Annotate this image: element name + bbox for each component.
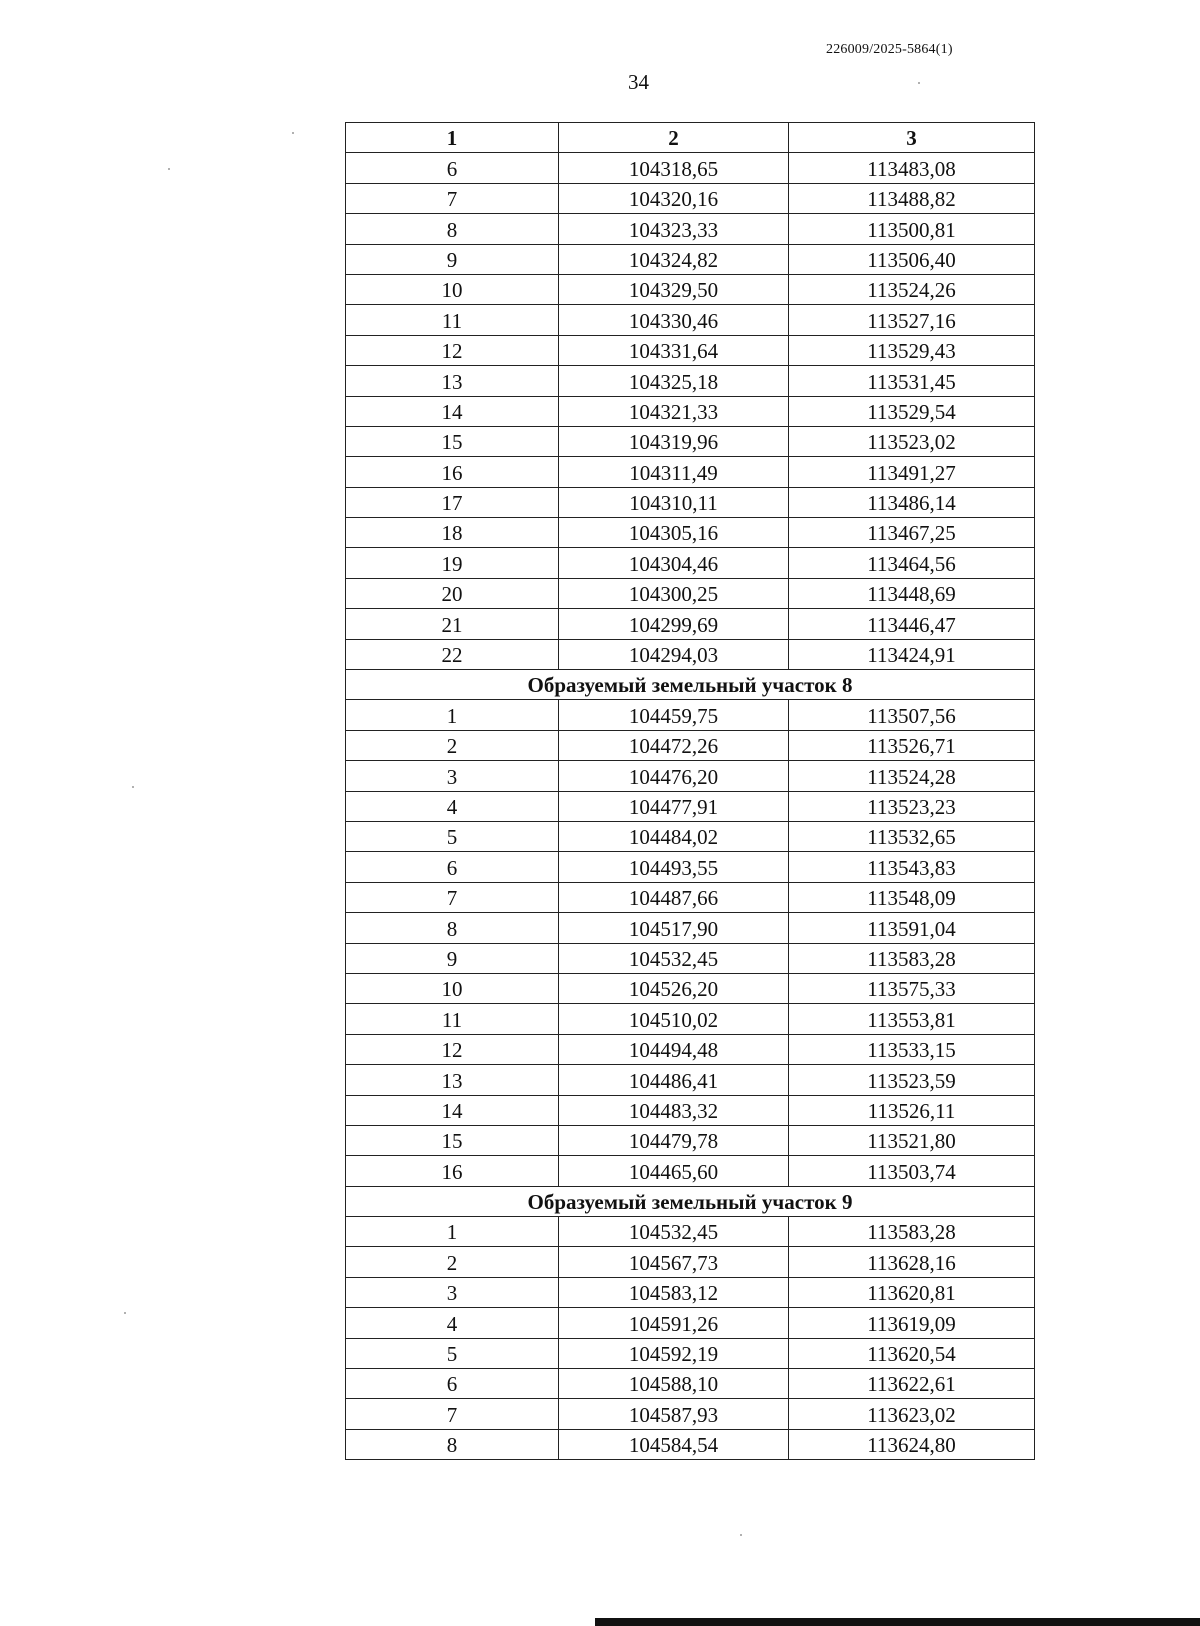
coordinate-y-cell: 113526,11 — [789, 1095, 1035, 1125]
coordinate-y-cell: 113548,09 — [789, 882, 1035, 912]
point-number-cell: 3 — [346, 761, 559, 791]
table-row — [346, 639, 1035, 669]
coordinate-x-cell: 104532,45 — [559, 943, 789, 973]
point-number-cell: 19 — [346, 548, 559, 578]
table-row — [346, 244, 1035, 274]
coordinate-x-cell: 104532,45 — [559, 1217, 789, 1247]
coordinate-y-cell: 113583,28 — [789, 943, 1035, 973]
coordinate-x-cell: 104459,75 — [559, 700, 789, 730]
point-number-cell: 10 — [346, 973, 559, 1003]
coordinate-x-cell: 104325,18 — [559, 366, 789, 396]
coordinate-x-cell: 104493,55 — [559, 852, 789, 882]
page-number: 34 — [628, 70, 649, 94]
point-number-cell: 22 — [346, 639, 559, 669]
point-number-cell: 15 — [346, 1125, 559, 1155]
coordinate-y-cell: 113464,56 — [789, 548, 1035, 578]
table-row — [346, 1429, 1035, 1459]
table-row — [346, 761, 1035, 791]
table-row — [346, 1308, 1035, 1338]
coordinate-x-cell: 104299,69 — [559, 609, 789, 639]
point-number-cell: 4 — [346, 791, 559, 821]
point-number-cell: 5 — [346, 821, 559, 851]
table-row — [346, 548, 1035, 578]
section-title-row — [346, 1186, 1035, 1216]
table-row — [346, 153, 1035, 183]
coordinate-y-cell: 113619,09 — [789, 1308, 1035, 1338]
scan-speck — [124, 1312, 126, 1314]
coordinate-x-cell: 104465,60 — [559, 1156, 789, 1186]
table-row — [346, 335, 1035, 365]
coordinate-x-cell: 104323,33 — [559, 214, 789, 244]
coordinate-x-cell: 104567,73 — [559, 1247, 789, 1277]
coordinate-y-cell: 113524,26 — [789, 274, 1035, 304]
coordinates-table — [345, 122, 1035, 1460]
coordinate-y-cell: 113521,80 — [789, 1125, 1035, 1155]
coordinate-x-cell: 104330,46 — [559, 305, 789, 335]
section-title: Образуемый земельный участок 9 — [346, 1186, 1035, 1216]
table-row — [346, 700, 1035, 730]
coordinate-y-cell: 113529,54 — [789, 396, 1035, 426]
coordinate-y-cell: 113467,25 — [789, 518, 1035, 548]
point-number-cell: 12 — [346, 335, 559, 365]
coordinate-x-cell: 104331,64 — [559, 335, 789, 365]
scan-speck — [918, 82, 920, 84]
coordinate-y-cell: 113507,56 — [789, 700, 1035, 730]
point-number-cell: 11 — [346, 1004, 559, 1034]
point-number-cell: 5 — [346, 1338, 559, 1368]
coordinate-y-cell: 113624,80 — [789, 1429, 1035, 1459]
coordinate-y-cell: 113503,74 — [789, 1156, 1035, 1186]
point-number-cell: 11 — [346, 305, 559, 335]
coordinate-x-cell: 104329,50 — [559, 274, 789, 304]
table-row — [346, 1156, 1035, 1186]
point-number-cell: 16 — [346, 1156, 559, 1186]
point-number-cell: 6 — [346, 1369, 559, 1399]
table-row — [346, 1125, 1035, 1155]
table-row — [346, 943, 1035, 973]
coordinate-x-cell: 104294,03 — [559, 639, 789, 669]
coordinate-y-cell: 113620,54 — [789, 1338, 1035, 1368]
coordinate-y-cell: 113591,04 — [789, 913, 1035, 943]
column-header-3: 3 — [789, 123, 1035, 153]
point-number-cell: 8 — [346, 913, 559, 943]
point-number-cell: 14 — [346, 1095, 559, 1125]
coordinate-y-cell: 113491,27 — [789, 457, 1035, 487]
coordinate-y-cell: 113446,47 — [789, 609, 1035, 639]
point-number-cell: 15 — [346, 426, 559, 456]
table-row — [346, 913, 1035, 943]
table-row — [346, 487, 1035, 517]
table-row — [346, 578, 1035, 608]
scan-edge-bar — [595, 1618, 1200, 1626]
coordinate-y-cell: 113575,33 — [789, 973, 1035, 1003]
scan-speck — [168, 168, 170, 170]
point-number-cell: 1 — [346, 1217, 559, 1247]
table-row — [346, 973, 1035, 1003]
coordinate-x-cell: 104320,16 — [559, 183, 789, 213]
table-row — [346, 1217, 1035, 1247]
document-number: 226009/2025-5864(1) — [826, 42, 953, 57]
table-row — [346, 1277, 1035, 1307]
table-row — [346, 1034, 1035, 1064]
coordinate-x-cell: 104305,16 — [559, 518, 789, 548]
column-header-2: 2 — [559, 123, 789, 153]
coordinate-y-cell: 113526,71 — [789, 730, 1035, 760]
point-number-cell: 2 — [346, 1247, 559, 1277]
coordinate-x-cell: 104479,78 — [559, 1125, 789, 1155]
coordinate-x-cell: 104319,96 — [559, 426, 789, 456]
point-number-cell: 7 — [346, 1399, 559, 1429]
coordinate-x-cell: 104324,82 — [559, 244, 789, 274]
point-number-cell: 3 — [346, 1277, 559, 1307]
scan-speck — [132, 786, 134, 788]
point-number-cell: 4 — [346, 1308, 559, 1338]
point-number-cell: 1 — [346, 700, 559, 730]
point-number-cell: 6 — [346, 852, 559, 882]
coordinate-x-cell: 104304,46 — [559, 548, 789, 578]
coordinate-x-cell: 104587,93 — [559, 1399, 789, 1429]
point-number-cell: 20 — [346, 578, 559, 608]
coordinate-x-cell: 104591,26 — [559, 1308, 789, 1338]
table-row — [346, 1065, 1035, 1095]
point-number-cell: 9 — [346, 244, 559, 274]
table-row — [346, 305, 1035, 335]
table-row — [346, 791, 1035, 821]
table-row — [346, 366, 1035, 396]
coordinate-y-cell: 113424,91 — [789, 639, 1035, 669]
coordinate-y-cell: 113506,40 — [789, 244, 1035, 274]
table-row — [346, 609, 1035, 639]
coordinate-y-cell: 113483,08 — [789, 153, 1035, 183]
coordinate-x-cell: 104584,54 — [559, 1429, 789, 1459]
coordinate-y-cell: 113527,16 — [789, 305, 1035, 335]
table-row — [346, 1338, 1035, 1368]
table-row — [346, 214, 1035, 244]
coordinate-y-cell: 113531,45 — [789, 366, 1035, 396]
table-header — [346, 123, 1035, 153]
coordinate-x-cell: 104476,20 — [559, 761, 789, 791]
scan-speck — [740, 1534, 742, 1536]
point-number-cell: 10 — [346, 274, 559, 304]
point-number-cell: 18 — [346, 518, 559, 548]
table-row — [346, 821, 1035, 851]
point-number-cell: 9 — [346, 943, 559, 973]
point-number-cell: 6 — [346, 153, 559, 183]
coordinate-y-cell: 113523,23 — [789, 791, 1035, 821]
coordinate-y-cell: 113622,61 — [789, 1369, 1035, 1399]
table-row — [346, 852, 1035, 882]
table-row — [346, 1399, 1035, 1429]
table-row — [346, 1247, 1035, 1277]
table-row — [346, 1369, 1035, 1399]
coordinate-y-cell: 113532,65 — [789, 821, 1035, 851]
coordinate-y-cell: 113553,81 — [789, 1004, 1035, 1034]
table-row — [346, 882, 1035, 912]
scan-speck — [292, 132, 294, 134]
coordinate-y-cell: 113628,16 — [789, 1247, 1035, 1277]
coordinate-x-cell: 104526,20 — [559, 973, 789, 1003]
coordinate-y-cell: 113583,28 — [789, 1217, 1035, 1247]
coordinate-x-cell: 104517,90 — [559, 913, 789, 943]
point-number-cell: 7 — [346, 183, 559, 213]
point-number-cell: 14 — [346, 396, 559, 426]
coordinate-x-cell: 104486,41 — [559, 1065, 789, 1095]
point-number-cell: 21 — [346, 609, 559, 639]
coordinate-y-cell: 113620,81 — [789, 1277, 1035, 1307]
table-row — [346, 518, 1035, 548]
table-row — [346, 274, 1035, 304]
point-number-cell: 13 — [346, 366, 559, 396]
coordinate-x-cell: 104484,02 — [559, 821, 789, 851]
coordinate-x-cell: 104483,32 — [559, 1095, 789, 1125]
coordinate-x-cell: 104318,65 — [559, 153, 789, 183]
table-row — [346, 1095, 1035, 1125]
coordinate-x-cell: 104300,25 — [559, 578, 789, 608]
table-row — [346, 457, 1035, 487]
coordinate-y-cell: 113523,59 — [789, 1065, 1035, 1095]
table-row — [346, 426, 1035, 456]
table-row — [346, 730, 1035, 760]
coordinate-y-cell: 113529,43 — [789, 335, 1035, 365]
point-number-cell: 8 — [346, 214, 559, 244]
coordinate-x-cell: 104487,66 — [559, 882, 789, 912]
coordinate-x-cell: 104311,49 — [559, 457, 789, 487]
coordinate-y-cell: 113448,69 — [789, 578, 1035, 608]
coordinate-x-cell: 104310,11 — [559, 487, 789, 517]
point-number-cell: 8 — [346, 1429, 559, 1459]
point-number-cell: 13 — [346, 1065, 559, 1095]
point-number-cell: 7 — [346, 882, 559, 912]
coordinate-y-cell: 113533,15 — [789, 1034, 1035, 1064]
coordinate-x-cell: 104321,33 — [559, 396, 789, 426]
coordinate-x-cell: 104472,26 — [559, 730, 789, 760]
point-number-cell: 16 — [346, 457, 559, 487]
coordinate-x-cell: 104592,19 — [559, 1338, 789, 1368]
section-title-row — [346, 670, 1035, 700]
section-title: Образуемый земельный участок 8 — [346, 670, 1035, 700]
point-number-cell: 17 — [346, 487, 559, 517]
header-row — [346, 123, 1035, 153]
coordinate-y-cell: 113524,28 — [789, 761, 1035, 791]
coordinate-y-cell: 113488,82 — [789, 183, 1035, 213]
coordinate-y-cell: 113500,81 — [789, 214, 1035, 244]
table-row — [346, 183, 1035, 213]
coordinate-x-cell: 104583,12 — [559, 1277, 789, 1307]
coordinate-y-cell: 113543,83 — [789, 852, 1035, 882]
point-number-cell: 12 — [346, 1034, 559, 1064]
table-body — [346, 153, 1035, 1460]
coordinate-y-cell: 113486,14 — [789, 487, 1035, 517]
column-header-1: 1 — [346, 123, 559, 153]
coordinate-x-cell: 104510,02 — [559, 1004, 789, 1034]
coordinate-x-cell: 104588,10 — [559, 1369, 789, 1399]
coordinate-y-cell: 113523,02 — [789, 426, 1035, 456]
coordinate-x-cell: 104477,91 — [559, 791, 789, 821]
coordinate-x-cell: 104494,48 — [559, 1034, 789, 1064]
coordinate-y-cell: 113623,02 — [789, 1399, 1035, 1429]
table-row — [346, 1004, 1035, 1034]
point-number-cell: 2 — [346, 730, 559, 760]
table-row — [346, 396, 1035, 426]
